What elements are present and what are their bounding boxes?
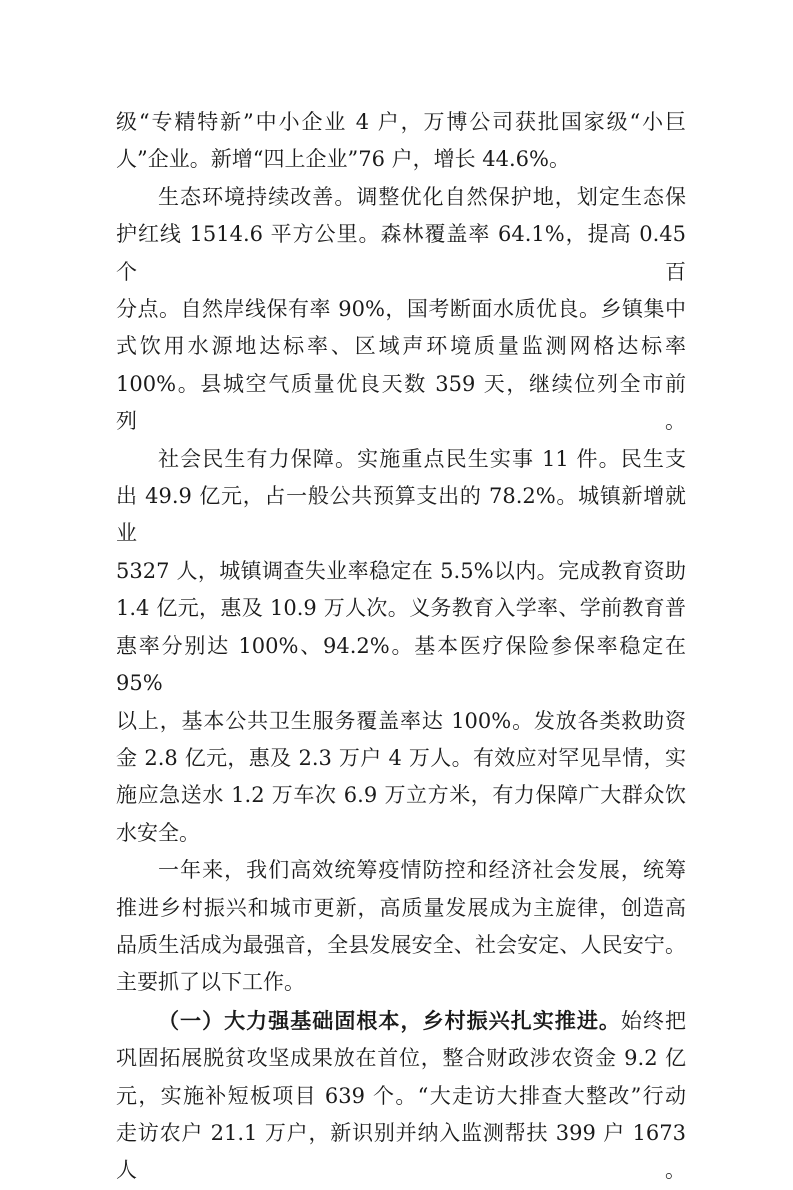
text-line: 护红线 1514.6 平方公里。森林覆盖率 64.1%，提高 0.45 个百: [116, 222, 686, 284]
text-line: 惠率分别达 100%、94.2%。基本医疗保险参保率稳定在 95%: [116, 633, 686, 696]
text-line: 出 49.9 亿元，占一般公共预算支出的 78.2%。城镇新增就业: [116, 484, 686, 546]
text-line: 水安全。: [116, 820, 200, 845]
text-line: 式饮用水源地达标率、区域声环境质量监测网格达标率: [116, 334, 686, 359]
text-line: 分点。自然岸线保有率 90%，国考断面水质优良。乡镇集中: [116, 297, 686, 322]
text-line: 级“专精特新”中小企业 4 户，万博公司获批国家级“小巨: [116, 110, 686, 134]
document-page: [116, 104, 686, 1190]
text-line: 金 2.8 亿元，惠及 2.3 万户 4 万人。有效应对罕见旱情，实: [116, 745, 686, 770]
text-line: 一年来，我们高效统筹疫情防控和经济社会发展，统筹: [158, 858, 686, 883]
section-first-line: [116, 1002, 686, 1040]
text-line: 社会民生有力保障。实施重点民生实事 11 件。民生支: [158, 446, 686, 471]
text-line: 主要抓了以下工作。: [116, 970, 305, 995]
text-line: 1.4 亿元，惠及 10.9 万人次。义务教育入学率、学前教育普: [116, 596, 686, 621]
text-line: 推进乡村振兴和城市更新，高质量发展成为主旋律，创造高: [116, 895, 686, 920]
text-span: 始终把: [620, 1008, 687, 1033]
text-line: 元，实施补短板项目 639 个。“大走访大排查大整改”行动: [116, 1083, 686, 1108]
text-line: 施应急送水 1.2 万车次 6.9 万立方米，有力保障广大群众饮: [116, 783, 686, 808]
text-line: 以上，基本公共卫生服务覆盖率达 100%。发放各类救助资: [116, 708, 686, 733]
section-heading: （一）大力强基础固根本，乡村振兴扎实推进。: [158, 1007, 621, 1033]
text-line: 品质生活成为最强音，全县发展安全、社会安定、人民安宁。: [116, 932, 686, 957]
text-line: 5327 人，城镇调查失业率稳定在 5.5%以内。完成教育资助: [116, 558, 686, 583]
text-line: 人”企业。新增“四上企业”76 户，增长 44.6%。: [116, 147, 570, 172]
text-line: 生态环境持续改善。调整优化自然保护地，划定生态保: [158, 184, 686, 209]
text-line: 走访农户 21.1 万户，新识别并纳入监测帮扶 399 户 1673 人。: [116, 1120, 686, 1183]
text-line: 巩固拓展脱贫攻坚成果放在首位，整合财政涉农资金 9.2 亿: [116, 1046, 686, 1071]
text-line: 100%。县城空气质量优良天数 359 天，继续位列全市前列。: [116, 371, 686, 434]
